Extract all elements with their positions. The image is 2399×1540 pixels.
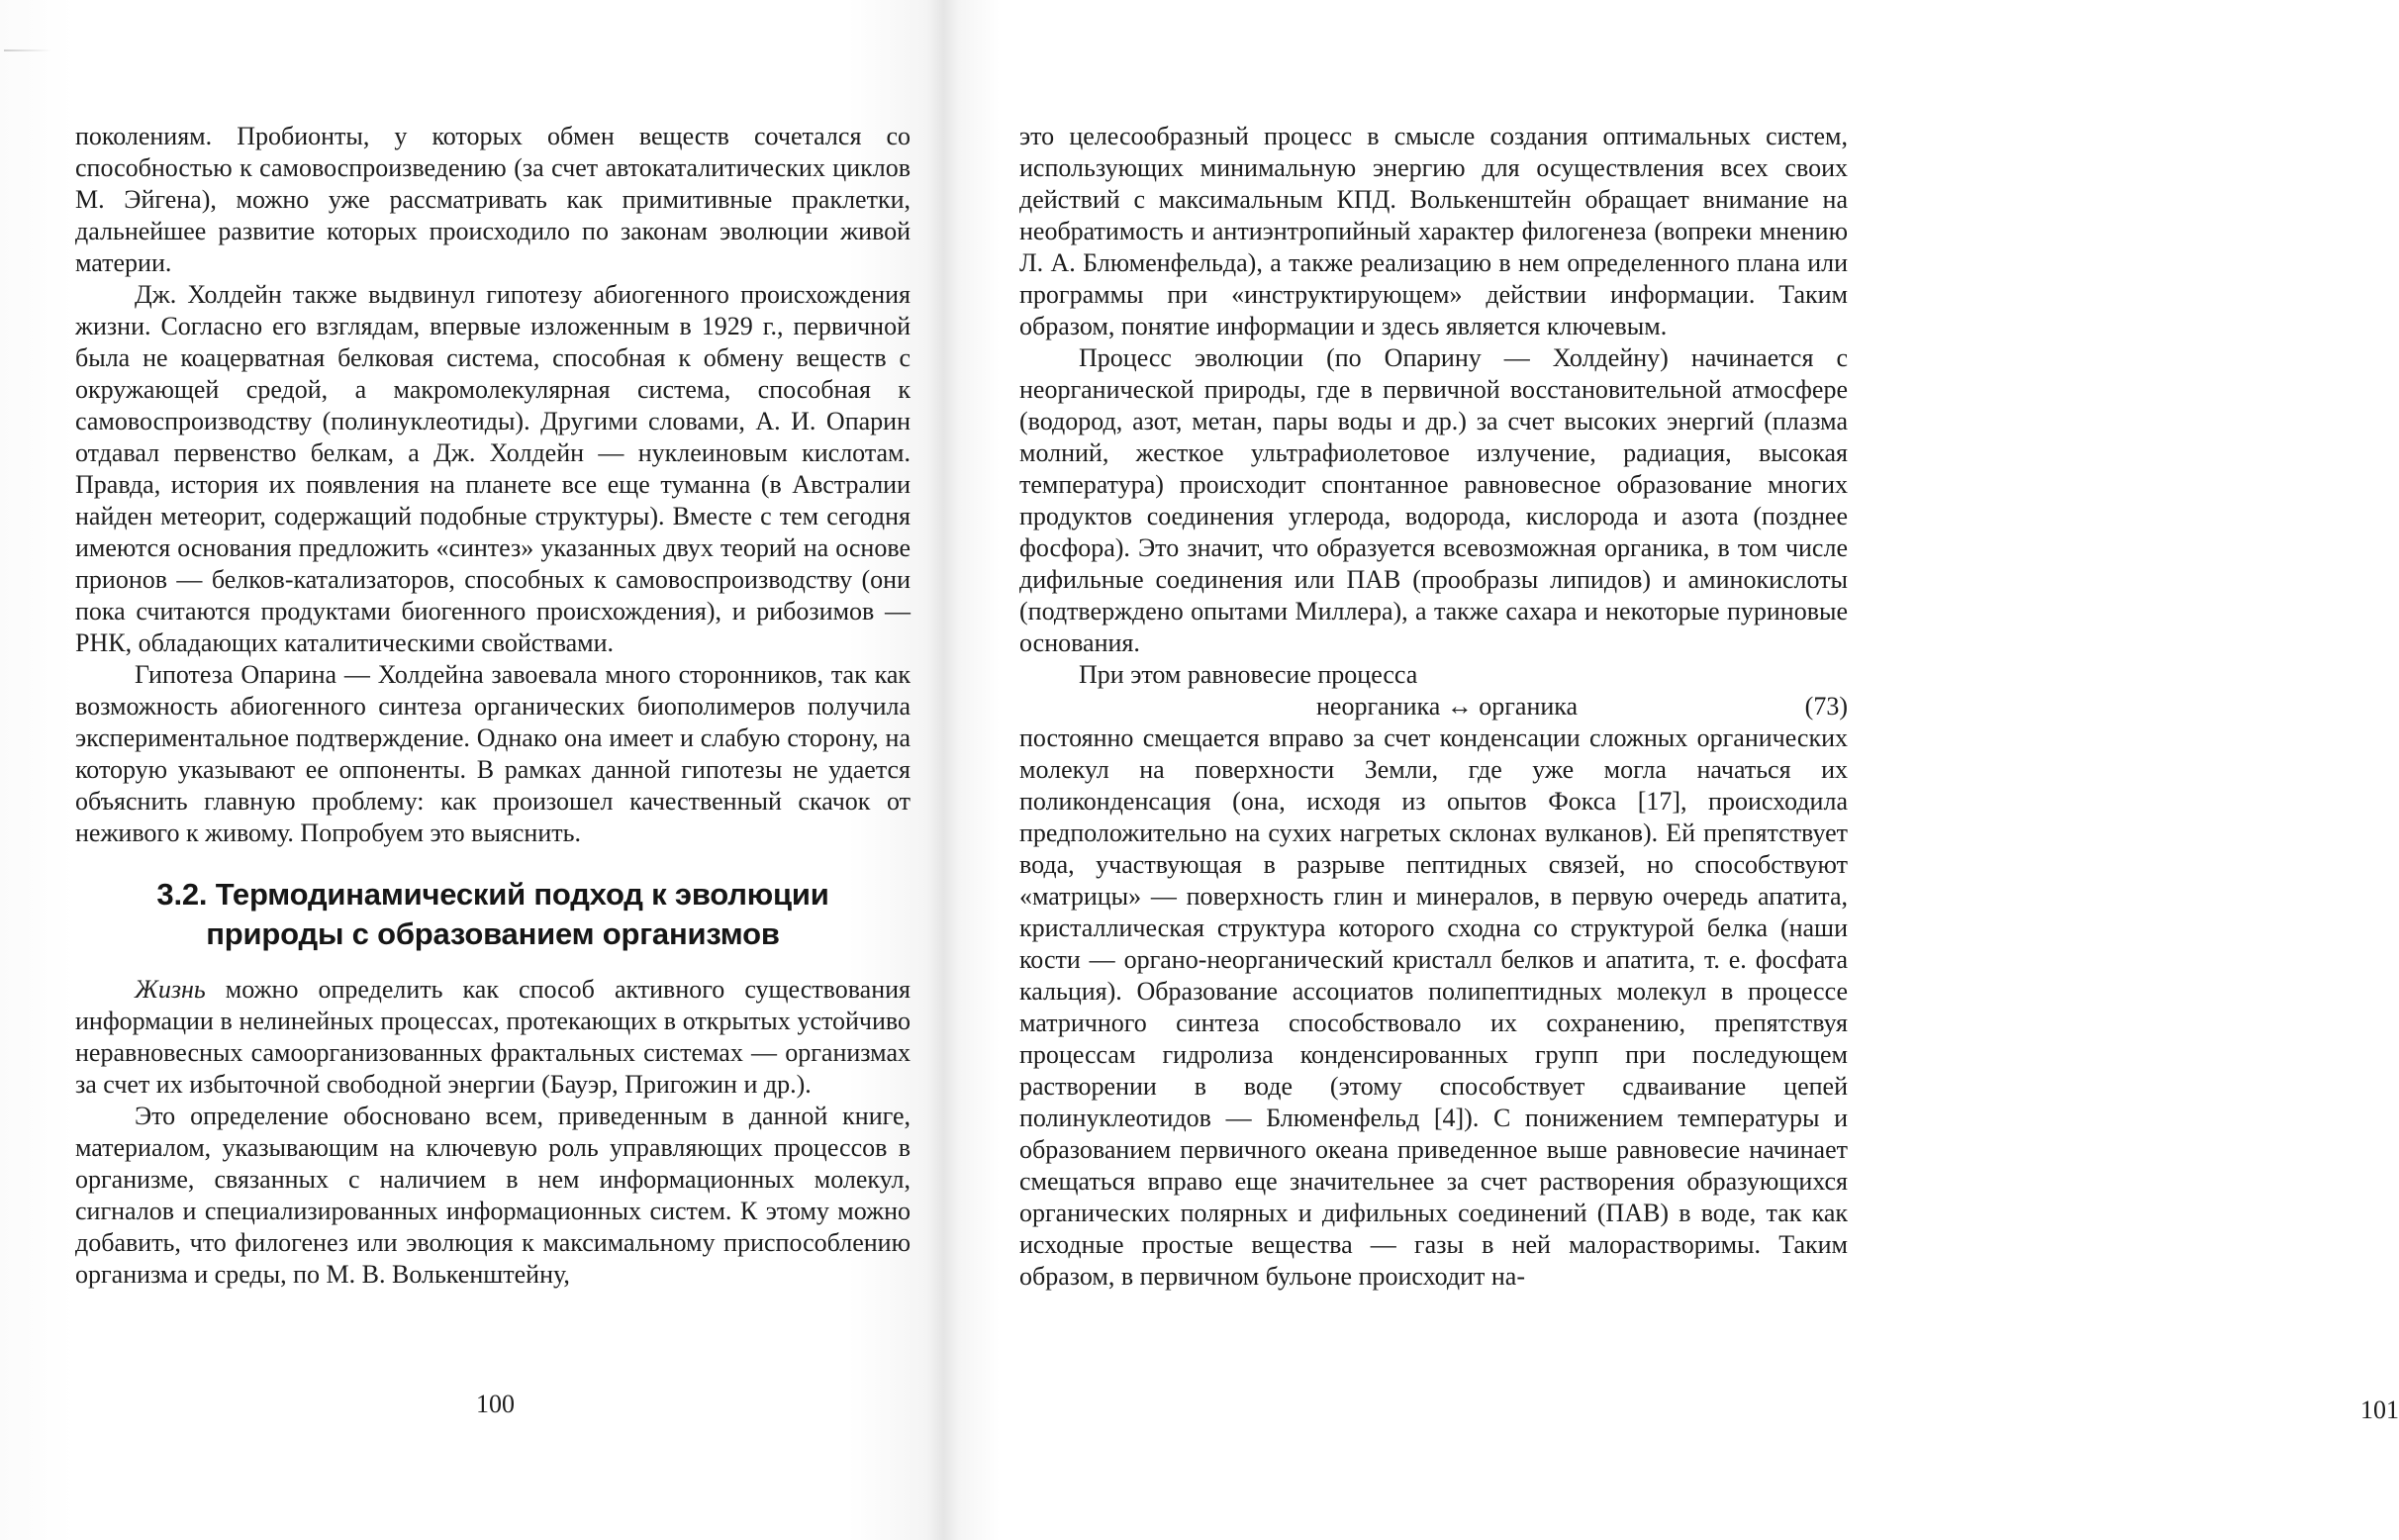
paragraph: При этом равновесие процесса	[1079, 660, 1418, 689]
paragraph: постоянно смещается вправо за счет конденсации сложных органических молекул на поверхности Земли, где уже могла начаться их поликонденсация (она, исходя из опытов Фокса [17], происходила предположительно на сухих нагретых склонах вулканов). Ей препятствует вода, участвующая в разрыве пептидных связей, но способствуют «матрицы» — поверхность глин и минералов, в первую очередь апатита, кристаллическая структура которого сходна со структурой белка (наши кости — органо-неорганический кристалл белков и апатита, т. е. фосфата кальция). Образование ассоциатов полипептидных молекул в процессе матричного синтеза способствовало их сохранению, препятствуя процессам гидролиза конденсированных групп при последующем растворении в воде (этому способствует сдваивание цепей полинуклеотидов — Блюменфельд [4]). С понижением температуры и образованием первичного океана приведенное выше равновесие начинает смещаться вправо еще значительнее за счет растворения образующихся органических полярных и дифильных соединений (ПАВ) в воде, так как исходные простые вещества — газы в ней малорастворимы. Таким образом, в первичном бульоне происходит на-	[1019, 723, 1848, 1291]
formula: неорганика ↔ органика	[1316, 692, 1579, 721]
paragraph: Дж. Холдейн также выдвинул гипотезу абиогенного происхождения жизни. Согласно его взглядам, впервые изложенным в 1929 г., первичной была не коацерватная белковая система, способная к обмену веществ с окружающей средой, а макромолекулярная система, способная к самовоспроизводству (полинуклеотиды). Другими словами, А. И. Опарин отдавал первенство белкам, а Дж. Холдейн — нуклеиновым кислотам. Правда, история их появления на планете все еще туманна (в Австралии найден метеорит, содержащий подобные структуры). Вместе с тем сегодня имеются основания предложить «синтез» указанных двух теорий на основе прионов — белков-катализаторов, способных к самовоспроизводству (они пока считаются продуктами биогенного происхождения), и рибозимов — РНК, обладающих каталитическими свойствами.	[75, 280, 911, 657]
right-page	[943, 0, 2399, 1540]
definition-paragraph	[75, 974, 911, 1101]
paragraph: поколениям. Пробионты, у которых обмен веществ сочетался со способностью к самовоспроизведению (за счет автокаталитических циклов М. Эйгена), можно уже рассматривать как примитивные праклетки, дальнейшее развитие которых происходило по законам эволюции живой материи.	[75, 122, 911, 277]
left-text-column	[75, 121, 911, 1291]
section-heading	[75, 875, 911, 954]
formula-line	[1019, 691, 1848, 722]
paragraph: это целесообразный процесс в смысле создания оптимальных систем, использующих минимальную энергию для осуществления всех своих действий с максимальным КПД. Волькенштейн обращает внимание на необратимость и антиэнтропийный характер филогенеза (вопреки мнению Л. А. Блюменфельда), а также реализацию в нем определенного плана или программы при «инструктирующем» действии информации. Таким образом, понятие информации и здесь является ключевым.	[1019, 122, 1848, 340]
section-heading-line: природы с образованием организмов	[206, 916, 780, 951]
paragraph: Процесс эволюции (по Опарину — Холдейну) начинается с неорганической природы, где в первичной восстановительной атмосфере (водород, азот, метан, пары воды и др.) за счет высоких энергий (плазма молний, жесткое ультрафиолетовое излучение, радиация, высокая температура) происходит спонтанное равновесное образование многих продуктов соединения углерода, водорода, кислорода и азота (позднее фосфора). Это значит, что образуется всевозможная органика, в том числе дифильные соединения или ПАВ (прообразы липидов) и аминокислоты (подтверждено опытами Миллера), а также сахара и некоторые пуриновые основания.	[1019, 343, 1848, 657]
formula-number: (73)	[1804, 692, 1848, 721]
section-heading-line: 3.2. Термодинамический подход к эволюции	[156, 877, 829, 912]
left-page	[0, 0, 943, 1540]
paragraph: Это определение обосновано всем, приведенным в данной книге, материалом, указывающим на ключевую роль управляющих процессов в организме, связанных с наличием в нем информационных молекул, сигналов и специализированных информационных систем. К этому можно добавить, что филогенез или эволюция к максимальному приспособлению организма и среды, по М. В. Волькенштейну,	[75, 1102, 911, 1289]
scan-artifact	[4, 49, 51, 51]
right-text-column	[1019, 121, 1848, 1293]
definition-term: Жизнь	[135, 975, 206, 1004]
page-number: 101	[2360, 1396, 2399, 1424]
paragraph: Гипотеза Опарина — Холдейна завоевала много сторонников, так как возможность абиогенного синтеза органических биополимеров получила экспериментальное подтверждение. Однако она имеет и слабую сторону, на которую указывают ее оппоненты. В рамках данной гипотезы не удается объяснить главную проблему: как произошел качественный скачок от неживого к живому. Попробуем это выяснить.	[75, 660, 911, 847]
book-gutter	[926, 0, 960, 1540]
definition-text: можно определить как способ активного существования информации в нелинейных процессах, протекающих в открытых устойчиво неравновесных самоорганизованных фрактальных системах — организмах за счет их избыточной свободной энергии (Бауэр, Пригожин и др.).	[75, 975, 911, 1099]
page-number: 100	[476, 1390, 515, 1418]
